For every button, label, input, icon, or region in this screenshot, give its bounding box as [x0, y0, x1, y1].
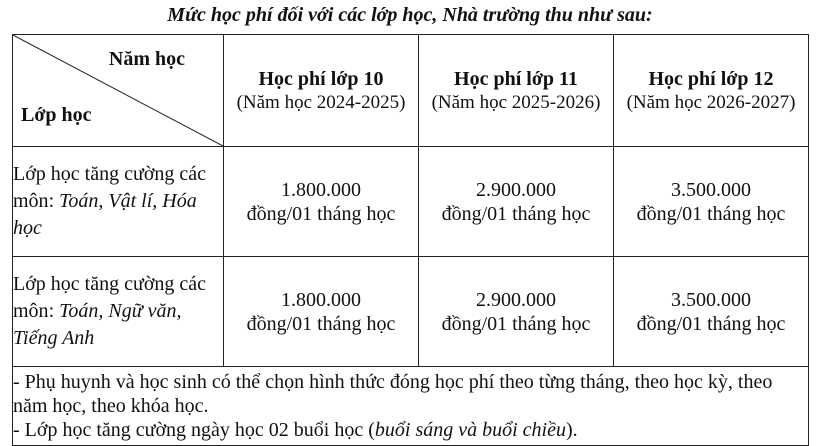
note-payment-options: - Phụ huynh và học sinh có thể chọn hình thức đóng học phí theo từng tháng, theo học kỳ, theo năm học, theo khóa học. [13, 371, 773, 417]
fee-unit: đồng/01 tháng học [246, 312, 396, 335]
column-header-year: (Năm học 2025-2026) [431, 91, 601, 113]
fee-unit: đồng/01 tháng học [636, 202, 786, 225]
tuition-table [12, 34, 809, 446]
fee-amount: 3.500.000 [671, 178, 751, 201]
page-title: Mức học phí đối với các lớp học, Nhà trường thu như sau: [167, 4, 653, 26]
fee-unit: đồng/01 tháng học [441, 202, 591, 225]
note-schedule-italic: buổi sáng và buổi chiều [374, 419, 566, 441]
fee-amount: 1.800.000 [281, 178, 361, 201]
fee-amount: 3.500.000 [671, 288, 751, 311]
fee-cell [224, 147, 419, 257]
column-header-label: Học phí lớp 11 [454, 67, 578, 90]
fee-amount: 2.900.000 [476, 178, 556, 201]
corner-label-class: Lớp học [21, 104, 92, 126]
row-label-literature [13, 257, 224, 367]
fee-cell [419, 257, 614, 367]
row-label-colon: : [48, 300, 55, 322]
column-header-year: (Năm học 2024-2025) [236, 91, 406, 113]
corner-label-year: Năm học [108, 48, 185, 70]
note-schedule-suffix: ). [566, 419, 578, 441]
header-corner-cell [13, 35, 224, 147]
column-header-label: Học phí lớp 12 [648, 67, 774, 90]
fee-cell [614, 147, 809, 257]
fee-cell [419, 147, 614, 257]
table-row [13, 147, 809, 257]
note-schedule-prefix: - Lớp học tăng cường ngày học 02 buổi học ( [13, 419, 375, 441]
row-label-subjects: Toán, Vật lí, Hóa học [13, 190, 197, 239]
column-header-grade-11 [419, 35, 614, 147]
notes-row [13, 367, 809, 446]
table-header-row [13, 35, 809, 147]
note-study-schedule [13, 418, 808, 442]
column-header-grade-12 [614, 35, 809, 147]
fee-amount: 2.900.000 [476, 288, 556, 311]
table-row [13, 257, 809, 367]
fee-unit: đồng/01 tháng học [441, 312, 591, 335]
fee-cell [224, 257, 419, 367]
row-label-colon: : [48, 190, 55, 212]
row-label-prefix: Lớp học tăng cường các môn [13, 163, 207, 212]
fee-unit: đồng/01 tháng học [246, 202, 396, 225]
column-header-grade-10 [224, 35, 419, 147]
row-label-prefix: Lớp học tăng cường các môn [13, 273, 207, 322]
column-header-year: (Năm học 2026-2027) [626, 91, 796, 113]
fee-unit: đồng/01 tháng học [636, 312, 786, 335]
row-label-science [13, 147, 224, 257]
fee-cell [614, 257, 809, 367]
fee-amount: 1.800.000 [281, 288, 361, 311]
row-label-subjects: Toán, Ngữ văn, Tiếng Anh [13, 300, 182, 349]
notes-cell [13, 367, 809, 446]
column-header-label: Học phí lớp 10 [258, 67, 384, 90]
